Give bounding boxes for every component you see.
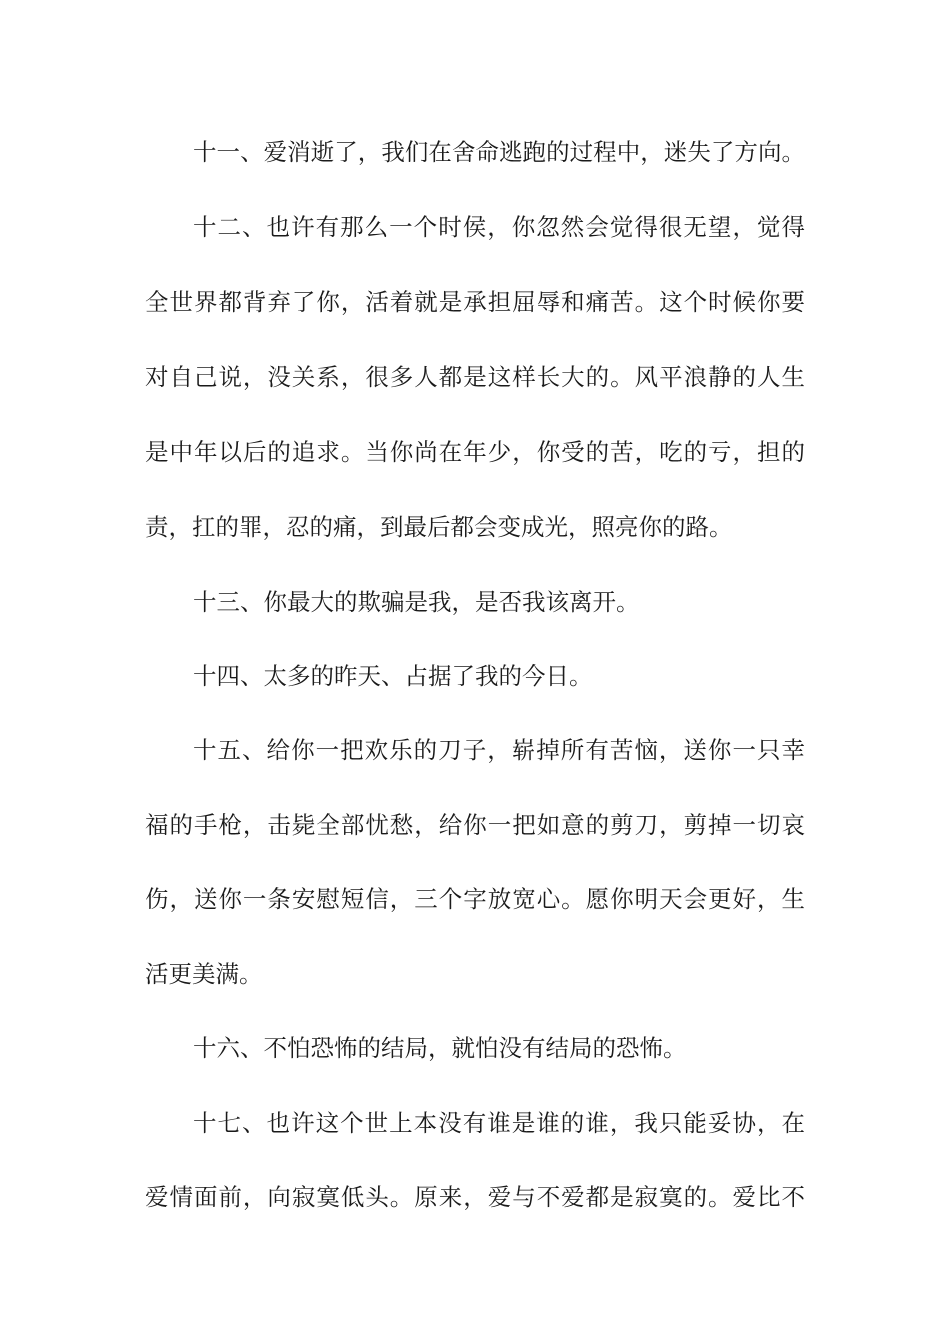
text-line: 十一、爱消逝了，我们在舍命逃跑的过程中，迷失了方向。 — [193, 138, 805, 166]
text-line: 全世界都背弃了你，活着就是承担屈辱和痛苦。这个时候你要 — [145, 288, 805, 316]
text-line: 对自己说，没关系，很多人都是这样长大的。风平浪静的人生 — [145, 363, 805, 391]
text-line: 福的手枪，击毙全部忧愁，给你一把如意的剪刀，剪掉一切哀 — [145, 811, 805, 839]
text-line: 十四、太多的昨天、占据了我的今日。 — [193, 662, 593, 690]
text-line: 十五、给你一把欢乐的刀子，崭掉所有苦恼，送你一只幸 — [193, 736, 805, 764]
text-line: 是中年以后的追求。当你尚在年少，你受的苦，吃的亏，担的 — [145, 438, 805, 466]
text-line: 十二、也许有那么一个时侯，你忽然会觉得很无望，觉得 — [193, 213, 805, 241]
text-line: 十六、不怕恐怖的结局，就怕没有结局的恐怖。 — [193, 1034, 687, 1062]
text-line: 活更美满。 — [145, 960, 263, 988]
text-line: 爱情面前，向寂寞低头。原来，爱与不爱都是寂寞的。爱比不 — [145, 1183, 805, 1211]
text-line: 十三、你最大的欺骗是我，是否我该离开。 — [193, 588, 640, 616]
text-line: 十七、也许这个世上本没有谁是谁的谁，我只能妥协，在 — [193, 1109, 805, 1137]
text-line: 责，扛的罪，忍的痛，到最后都会变成光，照亮你的路。 — [145, 513, 733, 541]
text-line: 伤，送你一条安慰短信，三个字放宽心。愿你明天会更好，生 — [145, 885, 805, 913]
